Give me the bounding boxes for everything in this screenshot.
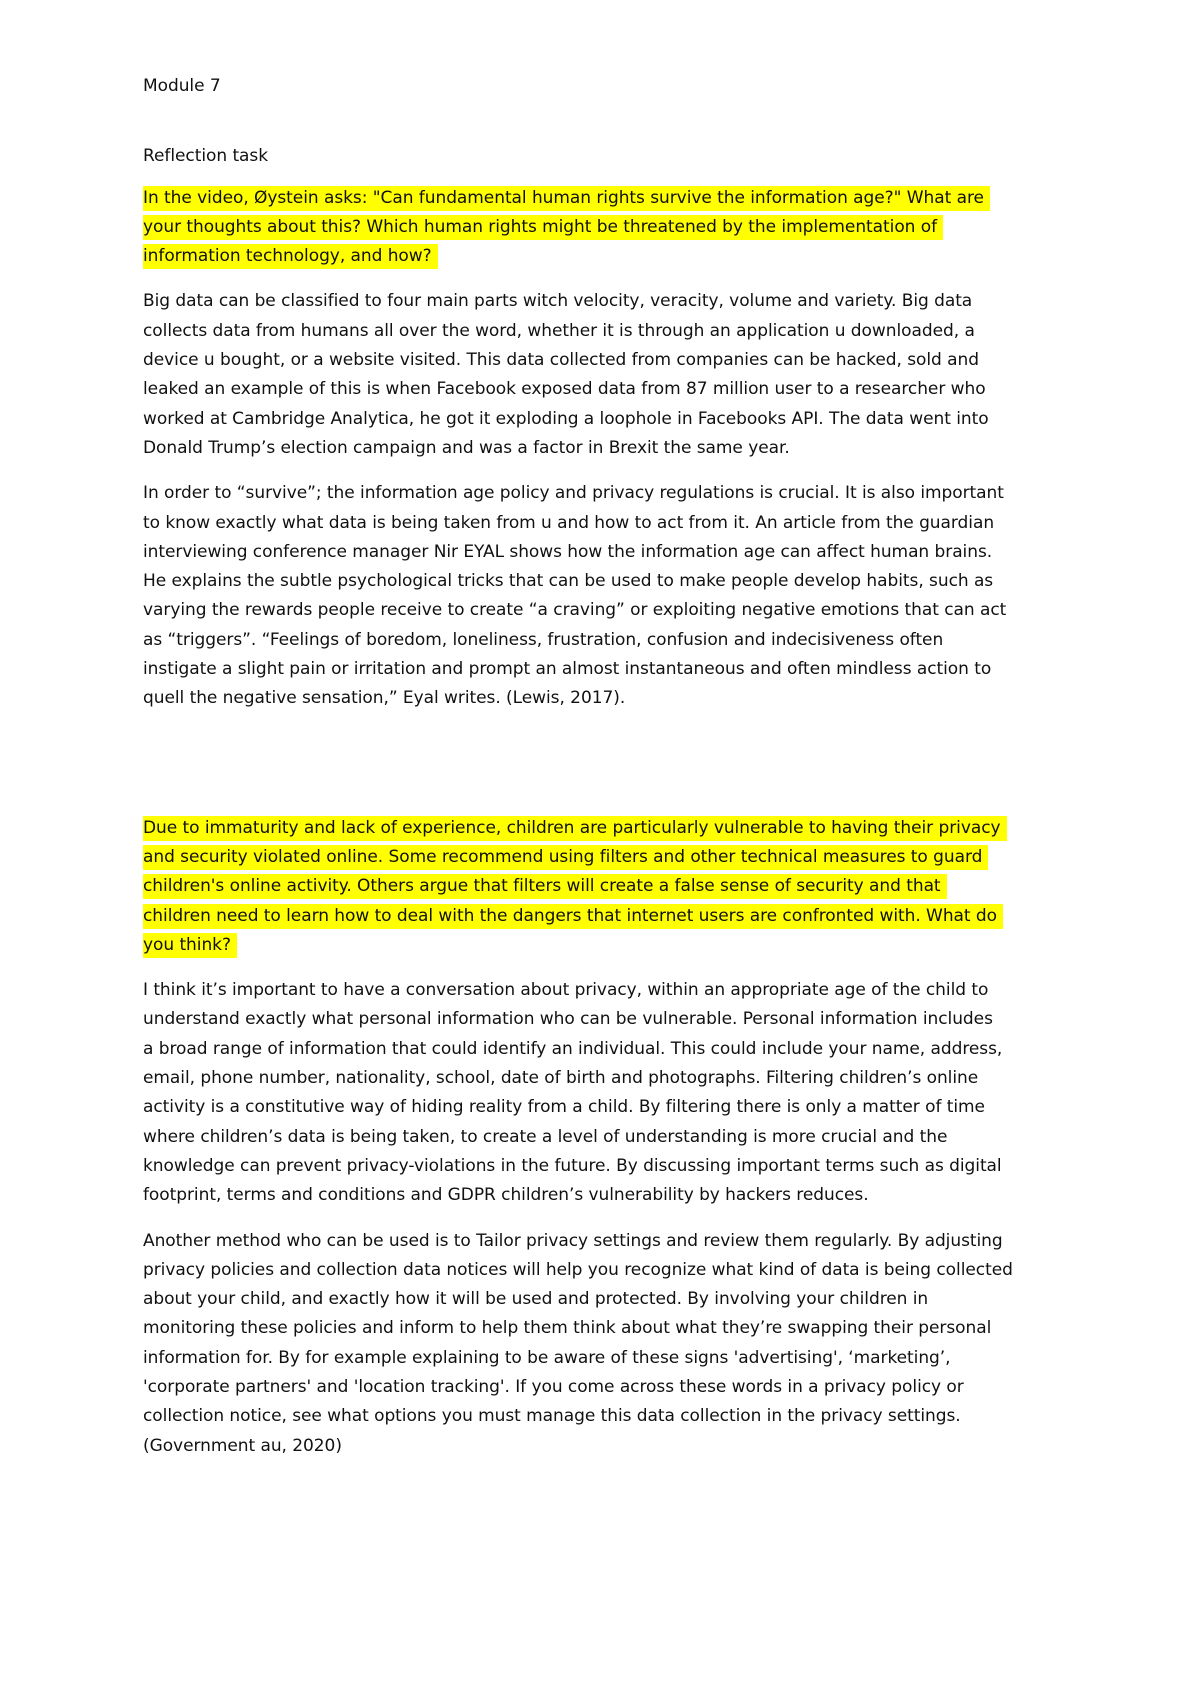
module-title: Module 7 — [143, 76, 221, 96]
question-1-line: your thoughts about this? Which human rights might be threatened by the implementation of — [143, 215, 943, 240]
paragraph-line: He explains the subtle psychological tricks that can be used to make people develop habits, such as — [143, 571, 994, 592]
paragraph-line: collection notice, see what options you must manage this data collection in the privacy settings. — [143, 1406, 961, 1427]
paragraph-line: monitoring these policies and inform to help them think about what they’re swapping their personal — [143, 1318, 992, 1339]
paragraph-line: Another method who can be used is to Tailor privacy settings and review them regularly. By adjusting — [143, 1230, 1003, 1251]
paragraph-line: about your child, and exactly how it will be used and protected. By involving your children in — [143, 1289, 929, 1310]
paragraph-line: Big data can be classified to four main parts witch velocity, veracity, volume and variety. Big data — [143, 291, 973, 312]
paragraph-line: understand exactly what personal information who can be vulnerable. Personal information includes — [143, 1009, 993, 1030]
paragraph-line: interviewing conference manager Nir EYAL shows how the information age can affect human brains. — [143, 541, 993, 562]
paragraph-line: quell the negative sensation,” Eyal writes. (Lewis, 2017). — [143, 688, 626, 709]
answer-paragraph-3 — [143, 976, 1063, 1210]
question-1 — [143, 184, 1063, 272]
question-2-line: Due to immaturity and lack of experience, children are particularly vulnerable to having their privacy — [143, 816, 1007, 841]
document-body — [143, 72, 1063, 1461]
paragraph-line: privacy policies and collection data notices will help you recognize what kind of data is being collected — [143, 1259, 1013, 1280]
answer-paragraph-1 — [143, 287, 1063, 463]
answer-paragraph-2 — [143, 479, 1063, 713]
paragraph-line: to know exactly what data is being taken from u and how to act from it. An article from the guardian — [143, 512, 995, 533]
paragraph-line: email, phone number, nationality, school, date of birth and photographs. Filtering children’s online — [143, 1068, 979, 1089]
paragraph-line: varying the rewards people receive to create “a craving” or exploiting negative emotions that can act — [143, 600, 1007, 621]
question-2-line: you think? — [143, 933, 237, 958]
paragraph-line: footprint, terms and conditions and GDPR children’s vulnerability by hackers reduces. — [143, 1185, 869, 1206]
question-1-line: information technology, and how? — [143, 244, 438, 269]
paragraph-line: I think it’s important to have a conversation about privacy, within an appropriate age of the child to — [143, 980, 989, 1001]
paragraph-line: worked at Cambridge Analytica, he got it exploding a loophole in Facebooks API. The data went into — [143, 408, 989, 429]
paragraph-line: knowledge can prevent privacy-violations in the future. By discussing important terms such as digital — [143, 1155, 1002, 1176]
answer-paragraph-4 — [143, 1227, 1063, 1461]
paragraph-line: as “triggers”. “Feelings of boredom, loneliness, frustration, confusion and indecisiveness often — [143, 629, 944, 650]
paragraph-line: Donald Trump’s election campaign and was a factor in Brexit the same year. — [143, 437, 790, 458]
question-1-line: In the video, Øystein asks: "Can fundamental human rights survive the information age?" What are — [143, 186, 990, 211]
paragraph-line: In order to “survive”; the information age policy and privacy regulations is crucial. It is also important — [143, 483, 1004, 504]
question-2-line: and security violated online. Some recommend using filters and other technical measures to guard — [143, 845, 988, 870]
paragraph-line: information for. By for example explaining to be aware of these signs 'advertising', ‘marketing’, — [143, 1347, 951, 1368]
paragraph-line: where children’s data is being taken, to create a level of understanding is more crucial and the — [143, 1126, 948, 1147]
paragraph-line: device u bought, or a website visited. This data collected from companies can be hacked, sold and — [143, 350, 979, 371]
paragraph-line: a broad range of information that could identify an individual. This could include your name, address, — [143, 1038, 1003, 1059]
question-2-line: children's online activity. Others argue that filters will create a false sense of security and that — [143, 874, 947, 899]
paragraph-line: activity is a constitutive way of hiding reality from a child. By filtering there is only a matter of time — [143, 1097, 985, 1118]
question-2-line: children need to learn how to deal with the dangers that internet users are confronted with. What do — [143, 904, 1003, 929]
paragraph-line: leaked an example of this is when Facebook exposed data from 87 million user to a researcher who — [143, 379, 986, 400]
paragraph-line: instigate a slight pain or irritation and prompt an almost instantaneous and often mindless action to — [143, 659, 992, 680]
paragraph-line: (Government au, 2020) — [143, 1435, 342, 1456]
task-heading: Reflection task — [143, 146, 269, 167]
question-2 — [143, 814, 1063, 960]
paragraph-line: collects data from humans all over the word, whether it is through an application u downloaded, a — [143, 320, 975, 341]
paragraph-line: 'corporate partners' and 'location tracking'. If you come across these words in a privacy policy or — [143, 1376, 964, 1397]
